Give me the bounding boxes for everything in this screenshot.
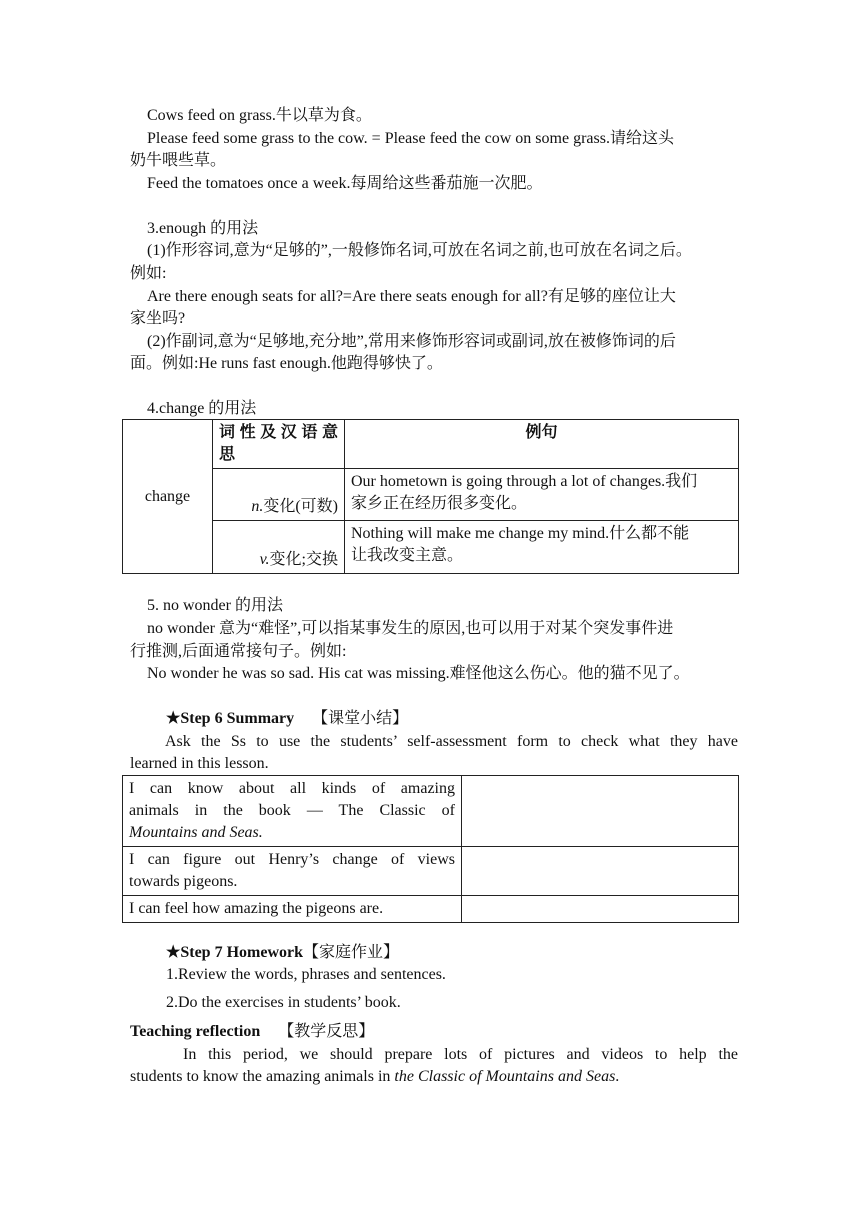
text-line: Are there enough seats for all?=Are there seats enough for all?有足够的座位让大 bbox=[147, 288, 676, 305]
example-cell: Our hometown is going through a lot of changes.我们 家乡正在经历很多变化。 bbox=[345, 469, 739, 521]
text-line: (2)作副词,意为“足够地,充分地”,常用来修饰形容词或副词,放在被修饰词的后 bbox=[147, 333, 676, 350]
star-icon: ★ bbox=[166, 944, 181, 961]
text-line: Ask the Ss to use the students’ self-assessment form to check what they have bbox=[165, 733, 738, 750]
pos-cell: n.变化(可数) bbox=[213, 469, 345, 521]
header-pos-cell: 词性及汉语意 思 bbox=[213, 420, 345, 469]
step-heading: ★Step 7 Homework【家庭作业】 bbox=[166, 944, 400, 961]
section-heading: 4.change 的用法 bbox=[147, 400, 257, 417]
assessment-blank bbox=[462, 847, 739, 896]
header-example-cell: 例句 bbox=[345, 420, 739, 469]
assessment-item: I can know about all kinds of amazing animals in the book — The Classic of Mountains and Seas. bbox=[123, 776, 462, 847]
text-line: 面。例如:He runs fast enough.他跑得够快了。 bbox=[130, 355, 443, 372]
text-line: 家坐吗? bbox=[130, 310, 186, 327]
text-line: 奶牛喂些草。 bbox=[130, 152, 227, 169]
word-cell: change bbox=[123, 420, 213, 574]
example-cell: Nothing will make me change my mind.什么都不能 让我改变主意。 bbox=[345, 521, 739, 574]
section-heading: 3.enough 的用法 bbox=[147, 220, 259, 237]
text-line: Cows feed on grass.牛以草为食。 bbox=[147, 107, 372, 124]
text-line: No wonder he was so sad. His cat was missing.难怪他这么伤心。他的猫不见了。 bbox=[147, 665, 690, 682]
self-assessment-table bbox=[122, 775, 739, 923]
text-line: In this period, we should prepare lots of pictures and videos to help the bbox=[183, 1046, 738, 1063]
star-icon: ★ bbox=[166, 710, 181, 727]
assessment-item: I can feel how amazing the pigeons are. bbox=[123, 896, 462, 923]
text-line: no wonder 意为“难怪”,可以指某事发生的原因,也可以用于对某个突发事件进 bbox=[147, 620, 674, 637]
text-line: learned in this lesson. bbox=[130, 755, 269, 772]
text-line: Feed the tomatoes once a week.每周给这些番茄施一次肥。 bbox=[147, 175, 543, 192]
step-heading: ★Step 6 Summary 【课堂小结】 bbox=[166, 710, 409, 727]
text-line: 2.Do the exercises in students’ book. bbox=[166, 994, 401, 1011]
assessment-blank bbox=[462, 776, 739, 847]
text-line: Please feed some grass to the cow. = Please feed the cow on some grass.请给这头 bbox=[147, 130, 674, 147]
text-line: 1.Review the words, phrases and sentences. bbox=[166, 966, 446, 983]
assessment-item: I can figure out Henry’s change of views towards pigeons. bbox=[123, 847, 462, 896]
text-line: students to know the amazing animals in the Classic of Mountains and Seas. bbox=[130, 1068, 620, 1085]
change-usage-table bbox=[122, 419, 739, 574]
text-line: 例如: bbox=[130, 265, 167, 282]
section-heading: Teaching reflection 【教学反思】 bbox=[130, 1023, 375, 1040]
text-line: (1)作形容词,意为“足够的”,一般修饰名词,可放在名词之前,也可放在名词之后。 bbox=[147, 242, 692, 259]
assessment-blank bbox=[462, 896, 739, 923]
text-line: 行推测,后面通常接句子。例如: bbox=[130, 643, 347, 660]
section-heading: 5. no wonder 的用法 bbox=[147, 597, 283, 614]
pos-cell: v.变化;交换 bbox=[213, 521, 345, 574]
